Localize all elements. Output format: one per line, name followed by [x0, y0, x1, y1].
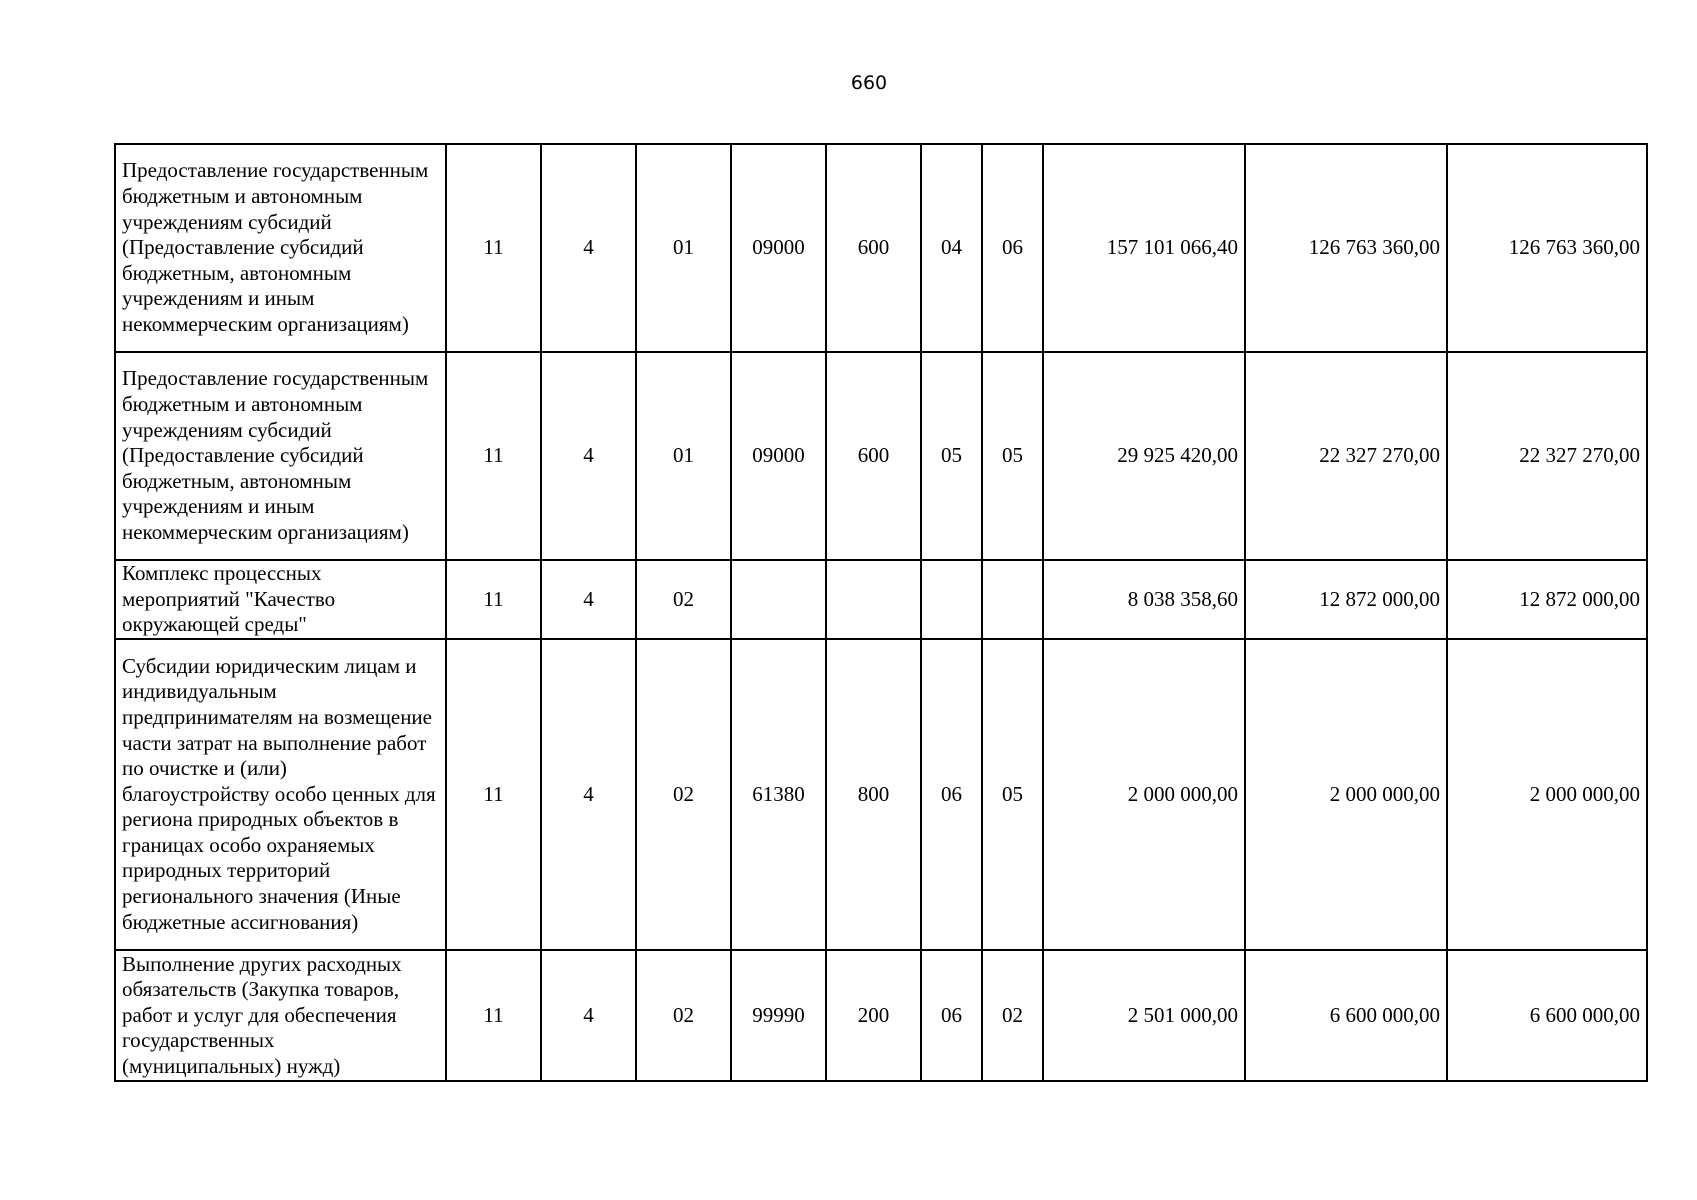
- amount-cell: 22 327 270,00: [1447, 352, 1647, 560]
- amount-cell: 12 872 000,00: [1245, 560, 1447, 639]
- table-row: [115, 639, 1647, 950]
- code-cell: 4: [541, 950, 636, 1081]
- amount-cell: 2 501 000,00: [1043, 950, 1245, 1081]
- code-cell: 05: [921, 352, 982, 560]
- code-cell: 02: [636, 560, 731, 639]
- table-row: [115, 144, 1647, 352]
- code-cell: 02: [636, 639, 731, 950]
- code-cell: 600: [826, 144, 921, 352]
- amount-cell: 6 600 000,00: [1245, 950, 1447, 1081]
- code-cell: 800: [826, 639, 921, 950]
- code-cell: 11: [446, 352, 541, 560]
- code-cell: 11: [446, 639, 541, 950]
- code-cell: 4: [541, 144, 636, 352]
- amount-cell: 8 038 358,60: [1043, 560, 1245, 639]
- code-cell: 61380: [731, 639, 826, 950]
- code-cell: 01: [636, 352, 731, 560]
- code-cell: 06: [921, 950, 982, 1081]
- row-description: Субсидии юридическим лицам и индивидуальным предпринимателям на возмещение части затрат на выполнение работ по очистке и (или) благоустройству особо ценных для региона природных объектов в границах особо охраняемых природных территорий регионального значения (Иные бюджетные ассигнования): [115, 639, 446, 950]
- code-cell: 4: [541, 352, 636, 560]
- amount-cell: 6 600 000,00: [1447, 950, 1647, 1081]
- code-cell: 99990: [731, 950, 826, 1081]
- code-cell: 05: [982, 352, 1043, 560]
- amount-cell: 2 000 000,00: [1447, 639, 1647, 950]
- code-cell: 200: [826, 950, 921, 1081]
- budget-table: [114, 143, 1648, 1082]
- code-cell: 09000: [731, 352, 826, 560]
- amount-cell: 22 327 270,00: [1245, 352, 1447, 560]
- code-cell: 11: [446, 144, 541, 352]
- code-cell: 4: [541, 639, 636, 950]
- code-cell: 05: [982, 639, 1043, 950]
- code-cell: 4: [541, 560, 636, 639]
- code-cell: 11: [446, 560, 541, 639]
- code-cell: 11: [446, 950, 541, 1081]
- table-row: [115, 560, 1647, 639]
- code-cell: 02: [982, 950, 1043, 1081]
- code-cell: 06: [921, 639, 982, 950]
- code-cell: 04: [921, 144, 982, 352]
- code-cell: 600: [826, 352, 921, 560]
- code-cell: 09000: [731, 144, 826, 352]
- amount-cell: 2 000 000,00: [1245, 639, 1447, 950]
- amount-cell: 2 000 000,00: [1043, 639, 1245, 950]
- row-description: Выполнение других расходных обязательств (Закупка товаров, работ и услуг для обеспечения государственных (муниципальных) нужд): [115, 950, 446, 1081]
- code-cell: [826, 560, 921, 639]
- amount-cell: 29 925 420,00: [1043, 352, 1245, 560]
- code-cell: [921, 560, 982, 639]
- amount-cell: 126 763 360,00: [1447, 144, 1647, 352]
- row-description: Предоставление государственным бюджетным и автономным учреждениям субсидий (Предоставление субсидий бюджетным, автономным учреждениям и иным некоммерческим организациям): [115, 352, 446, 560]
- amount-cell: 157 101 066,40: [1043, 144, 1245, 352]
- amount-cell: 12 872 000,00: [1447, 560, 1647, 639]
- code-cell: 02: [636, 950, 731, 1081]
- code-cell: 01: [636, 144, 731, 352]
- code-cell: [731, 560, 826, 639]
- code-cell: 06: [982, 144, 1043, 352]
- row-description: Комплекс процессных мероприятий "Качество окружающей среды": [115, 560, 446, 639]
- table-row: [115, 352, 1647, 560]
- table-row: [115, 950, 1647, 1081]
- code-cell: [982, 560, 1043, 639]
- amount-cell: 126 763 360,00: [1245, 144, 1447, 352]
- row-description: Предоставление государственным бюджетным и автономным учреждениям субсидий (Предоставление субсидий бюджетным, автономным учреждениям и иным некоммерческим организациям): [115, 144, 446, 352]
- page-number: 660: [850, 72, 888, 94]
